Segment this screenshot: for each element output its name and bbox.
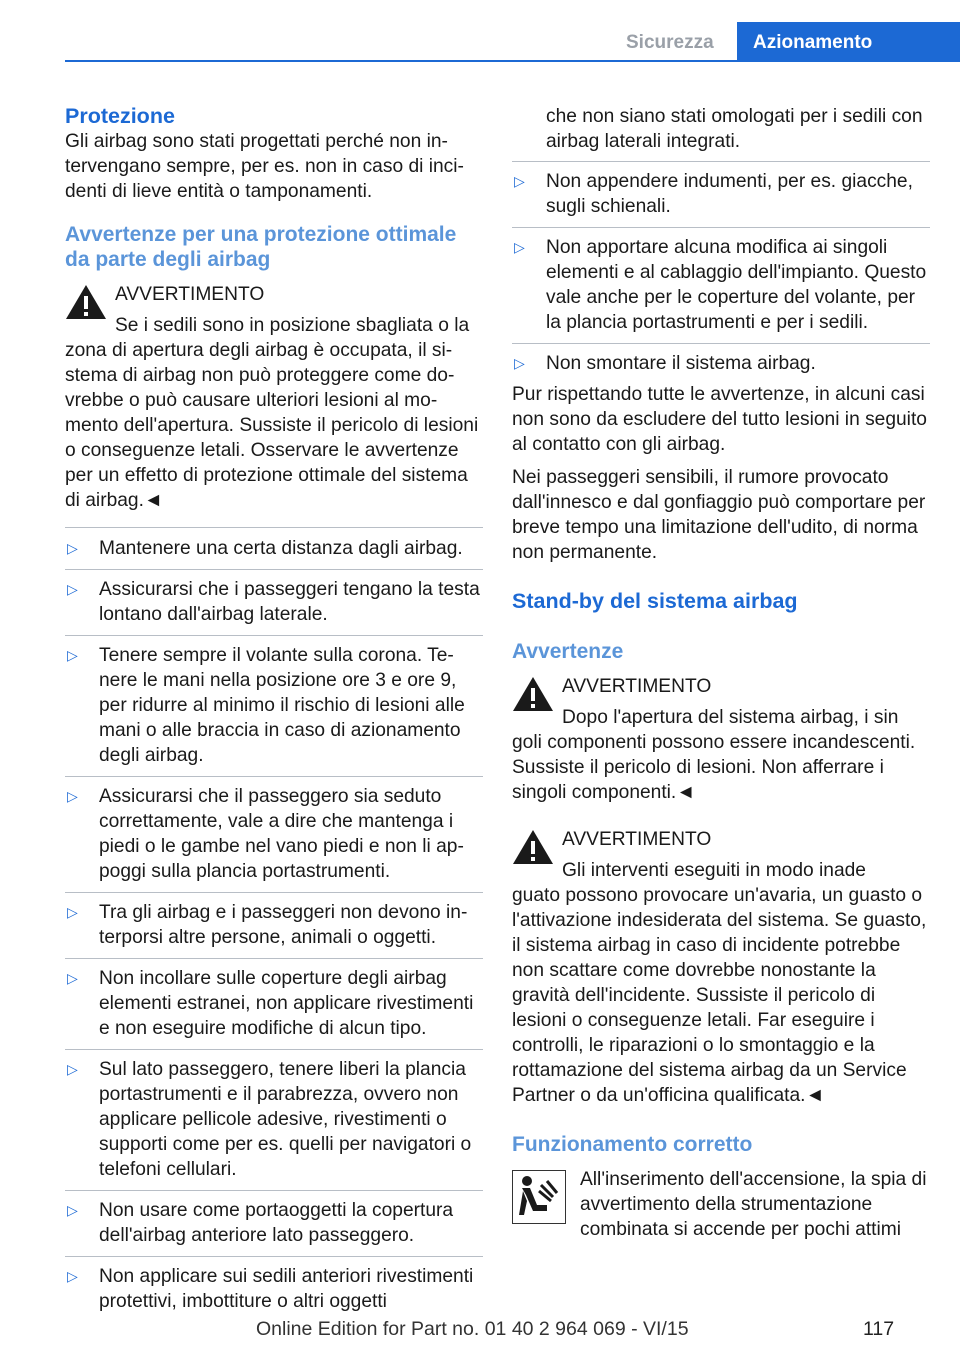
list-item: ▷ Non usare come portaoggetti la copertura dell'airbag anteriore lato passeggero.	[65, 1190, 483, 1248]
standby-heading: Stand-by del sistema airbag	[512, 589, 798, 613]
list-item: ▷ Non appendere indumenti, per es. giacche, sugli schienali.	[514, 171, 913, 217]
warning-label: AVVERTIMENTO	[115, 284, 265, 305]
protezione-text: Gli airbag sono stati progettati perché non intervengano sempre, per es. non in caso di incidenti di lieve entità o tamponamenti.	[65, 131, 464, 202]
warning-first-line: Gli interventi eseguiti in modo inade	[562, 860, 866, 881]
warning-text: guato possono provocare un'avaria, un guasto o l'attivazione indesiderata del sistema. Se guasto, il sistema airbag in caso di incidente potrebbe non scattare come dovrebbe nonostante la gravità dell'incidente. Sussiste il pericolo di lesioni o conseguenze letali. Far eseguire i controlli, le riparazioni o lo smontaggio e la rottamazione del sistema airbag da un Service Partner o da un'officina qualificata.◄	[512, 885, 927, 1106]
list-item: ▷ Tra gli airbag e i passeggeri non devono interporsi altre persone, animali o oggetti.	[65, 892, 483, 950]
warning-text: goli componenti possono essere incandescenti. Sussiste il pericolo di lesioni. Non afferrare i singoli componenti.◄	[512, 732, 916, 803]
warning-triangle-icon	[512, 675, 554, 713]
airbag-advice-list	[65, 527, 483, 1314]
list-item: ▷ Non smontare il sistema airbag.	[512, 343, 930, 376]
page-number: 117	[863, 1318, 895, 1340]
list-item: ▷ Assicurarsi che il passeggero sia seduto correttamente, vale a dire che mantenga i piedi o le gambe nel vano piedi e non li appoggi sulla plancia portastrumenti.	[65, 776, 483, 884]
list-item: ▷ Tenere sempre il volante sulla corona. Tenere le mani nella posizione ore 3 e ore 9, per ridurre al minimo il rischio di lesioni alle mani o alle braccia in caso di azionamento degli airbag.	[65, 635, 483, 768]
bullet-arrow-icon: ▷	[67, 647, 78, 663]
funzionamento-heading: Funzionamento corretto	[512, 1133, 753, 1156]
funzionamento-text: All'inserimento dell'accensione, la spia di avvertimento della strumentazione combinata si accende per pochi attimi	[580, 1169, 927, 1240]
warning-text: zona di apertura degli airbag è occupata, il sistema di airbag non può proteggere come dovrebbe o può causare ulteriori lesioni al momento dell'apertura. Sussiste il pericolo di lesioni o conseguenze letali. Osservare le avvertenze per un effetto di protezione ottimale del sistema di airbag.◄	[65, 340, 479, 511]
warning-block-1	[512, 674, 930, 805]
warning-first-line: Se i sedili sono in posizione sbagliata o la	[115, 315, 470, 336]
bullet-arrow-icon: ▷	[67, 1202, 78, 1218]
footer-edition: Online Edition for Part no. 01 40 2 964 069 - VI/15	[256, 1318, 689, 1340]
warning-triangle-icon	[512, 828, 554, 866]
left-column	[65, 104, 483, 1314]
warning-block	[65, 282, 483, 513]
bullet-arrow-icon: ▷	[67, 788, 78, 804]
list-item: ▷ Assicurarsi che i passeggeri tengano la testa lontano dall'airbag laterale.	[65, 569, 483, 627]
paragraph-contact: Pur rispettando tutte le avvertenze, in alcuni casi non sono da escludere del tutto lesioni in seguito al contatto con gli airbag.	[512, 384, 927, 455]
bullet-arrow-icon: ▷	[67, 540, 78, 556]
list-item: ▷ Sul lato passeggero, tenere liberi la plancia portastrumenti e il parabrezza, ovvero non applicare pellicole adesive, rivestimenti o supporti come per es. quelli per navigatori o telefoni cellulari.	[65, 1049, 483, 1182]
list-item: ▷ Non applicare sui sedili anteriori rivestimenti protettivi, imbottiture o altri oggetti	[65, 1256, 483, 1314]
bullet-arrow-icon: ▷	[67, 970, 78, 986]
airbag-indicator-block	[512, 1167, 930, 1242]
warning-label: AVVERTIMENTO	[562, 829, 712, 850]
header-section: Sicurezza	[626, 32, 714, 53]
avvertenze-heading: Avvertenze per una protezione ottimale da parte degli airbag	[65, 223, 457, 271]
warning-label: AVVERTIMENTO	[562, 676, 712, 697]
protezione-heading: Protezione	[65, 104, 175, 128]
bullet-arrow-icon: ▷	[67, 904, 78, 920]
bullet-arrow-icon: ▷	[67, 581, 78, 597]
airbag-warning-light-icon	[512, 1170, 566, 1224]
warning-triangle-icon	[65, 283, 107, 321]
bullet-continuation: che non siano stati omologati per i sedili con airbag laterali integrati.	[546, 106, 923, 152]
avvertenze-subheading: Avvertenze	[512, 640, 624, 663]
bullet-arrow-icon: ▷	[67, 1061, 78, 1077]
airbag-advice-list-cont	[512, 161, 930, 376]
bullet-arrow-icon: ▷	[67, 1268, 78, 1284]
warning-block-2	[512, 827, 930, 1108]
list-item: ▷ Non incollare sulle coperture degli airbag elementi estranei, non applicare rivestimenti e non eseguire modifiche di alcun tipo.	[65, 958, 483, 1041]
header-chapter-tab: Azionamento	[737, 22, 960, 62]
right-column	[512, 104, 930, 1242]
paragraph-noise: Nei passeggeri sensibili, il rumore provocato dall'innesco e dal gonfiaggio può comportare per breve tempo una limitazione dell'udito, di norma non permanente.	[512, 467, 926, 563]
bullet-arrow-icon: ▷	[514, 239, 525, 255]
warning-first-line: Dopo l'apertura del sistema airbag, i sin	[562, 707, 899, 728]
list-item: ▷ Mantenere una certa distanza dagli airbag.	[67, 538, 463, 559]
bullet-arrow-icon: ▷	[514, 355, 525, 371]
list-item: ▷ Non apportare alcuna modifica ai singoli elementi e al cablaggio dell'impianto. Questo vale anche per le coperture del volante, per la plancia portastrumenti e per i sedili.	[512, 227, 930, 335]
bullet-arrow-icon: ▷	[514, 173, 525, 189]
